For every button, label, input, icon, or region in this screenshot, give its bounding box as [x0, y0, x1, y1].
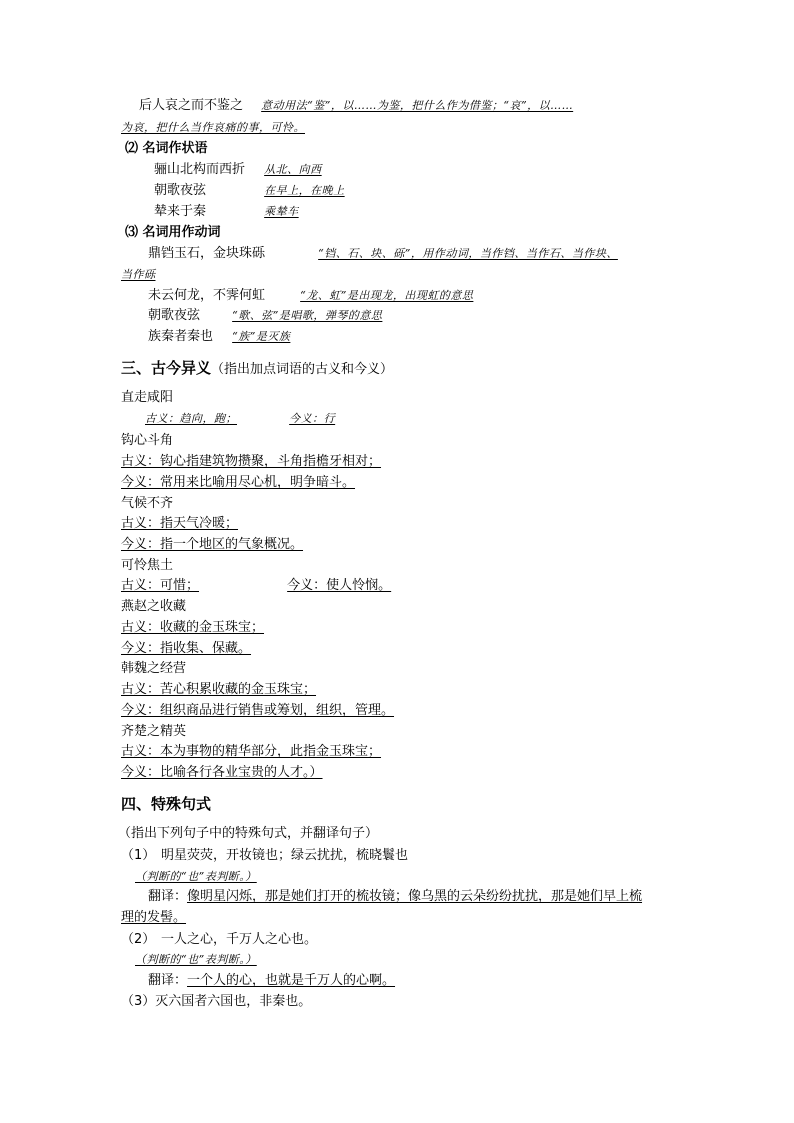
translation-text: 理的发髻。 — [121, 910, 187, 925]
section-title: 四、特殊句式 — [121, 795, 212, 813]
item-number: （2） — [121, 932, 156, 947]
term: 直走咸阳 — [121, 390, 174, 405]
annotation: 意动用法“鉴”，以……为鉴，把什么作为借鉴；“哀”，以…… — [261, 99, 574, 112]
example-sentence — [148, 308, 382, 324]
annotation: 为哀，把什么当作哀痛的事，可怜。 — [121, 121, 305, 134]
term: 韩魏之经营 — [121, 661, 187, 676]
subsection-heading: ⑵ 名词作状语 — [125, 141, 208, 156]
example-text: 鼎铛玉石，金块珠砾 — [148, 246, 266, 261]
ancient-meaning: 古义：可惜； — [121, 578, 200, 593]
annotation: 从北、向西 — [264, 163, 322, 176]
modern-meaning: 今义：行 — [289, 412, 336, 425]
example-text: 朝歌夜弦 — [154, 183, 207, 198]
sentence-item — [121, 848, 408, 864]
example-text: 族秦者秦也 — [148, 329, 214, 344]
translation — [148, 973, 401, 989]
ancient-meaning: 古义：趋向，跑； — [145, 412, 237, 425]
sentence-item — [121, 932, 317, 948]
ancient-meaning: 古义：指天气冷暖； — [121, 516, 239, 531]
translation-text: 一个人的心，也就是千万人的心啊。 — [187, 973, 396, 988]
translation-label: 翻译： — [148, 889, 188, 904]
example-text: 后人哀之而不鉴之 — [139, 98, 244, 113]
term: 齐楚之精英 — [121, 724, 187, 739]
example-sentence — [139, 98, 573, 114]
sentence-text: 一人之心，千万人之心也。 — [161, 932, 318, 947]
modern-meaning: 今义：使人怜悯。 — [287, 578, 392, 593]
translation-text: 像明星闪烁，那是她们打开的梳妆镜；像乌黑的云朵纷纷扰扰，那是她们早上梳 — [187, 889, 643, 904]
term: 钩心斗角 — [121, 433, 174, 448]
ancient-meaning: 古义：钩心指建筑物攒聚，斗角指檐牙相对； — [121, 454, 382, 469]
section-note: （指出下列句子中的特殊句式，并翻译句子） — [118, 826, 379, 841]
annotation: “龙、虹”是出现龙，出现虹的意思 — [300, 289, 474, 302]
annotation: “歌、弦”是唱歌，弹琴的意思 — [232, 309, 383, 322]
sentence-text: 明星荧荧，开妆镜也；绿云扰扰，梳晓鬟也 — [161, 848, 409, 863]
section-heading — [121, 360, 393, 378]
modern-meaning: 今义：指收集、保藏。 — [121, 641, 252, 656]
example-sentence — [148, 246, 618, 262]
term: 燕赵之收藏 — [121, 599, 187, 614]
example-text: 未云何龙，不霁何虹 — [148, 288, 266, 303]
translation-label: 翻译： — [148, 973, 188, 988]
modern-meaning: 今义：常用来比喻用尽心机，明争暗斗。 — [121, 475, 356, 490]
example-sentence — [154, 162, 322, 178]
annotation: “铛、石、块、砾”，用作动词，当作铛、当作石、当作块、 — [318, 247, 618, 260]
annotation: 在早上，在晚上 — [264, 184, 345, 197]
subsection-heading: ⑶ 名词用作动词 — [125, 225, 221, 240]
example-text: 骊山北构而西折 — [154, 162, 246, 177]
section-note: （指出加点词语的古义和今义） — [211, 362, 394, 377]
ancient-meaning: 古义：本为事物的精华部分，此指金玉珠宝； — [121, 744, 382, 759]
modern-meaning: 今义：比喻各行各业宝贵的人才。） — [121, 765, 323, 780]
meaning-row — [145, 411, 365, 427]
example-sentence — [148, 288, 473, 304]
annotation: 乘辇车 — [264, 205, 299, 218]
annotation: （判断的“也”表判断。） — [135, 870, 257, 883]
term: 可怜焦土 — [121, 558, 174, 573]
example-text: 辇来于秦 — [154, 204, 207, 219]
meaning-row — [121, 578, 391, 594]
item-number: （1） — [121, 848, 156, 863]
annotation: 当作砾 — [121, 268, 156, 281]
modern-meaning: 今义：组织商品进行销售或筹划，组织，管理。 — [121, 703, 395, 718]
ancient-meaning: 古义：苦心积累收藏的金玉珠宝； — [121, 682, 317, 697]
term: 气候不齐 — [121, 496, 174, 511]
modern-meaning: 今义：指一个地区的气象概况。 — [121, 537, 304, 552]
example-sentence — [154, 204, 299, 220]
section-title: 三、古今异义 — [121, 359, 212, 377]
example-text: 朝歌夜弦 — [148, 308, 201, 323]
annotation: （判断的“也”表判断。） — [135, 953, 257, 966]
example-sentence — [148, 329, 290, 345]
ancient-meaning: 古义：收藏的金玉珠宝； — [121, 620, 265, 635]
annotation: “族”是灭族 — [232, 330, 291, 343]
sentence-item: （3）灭六国者六国也，非秦也。 — [121, 994, 312, 1009]
example-sentence — [154, 183, 345, 199]
translation — [148, 889, 642, 905]
